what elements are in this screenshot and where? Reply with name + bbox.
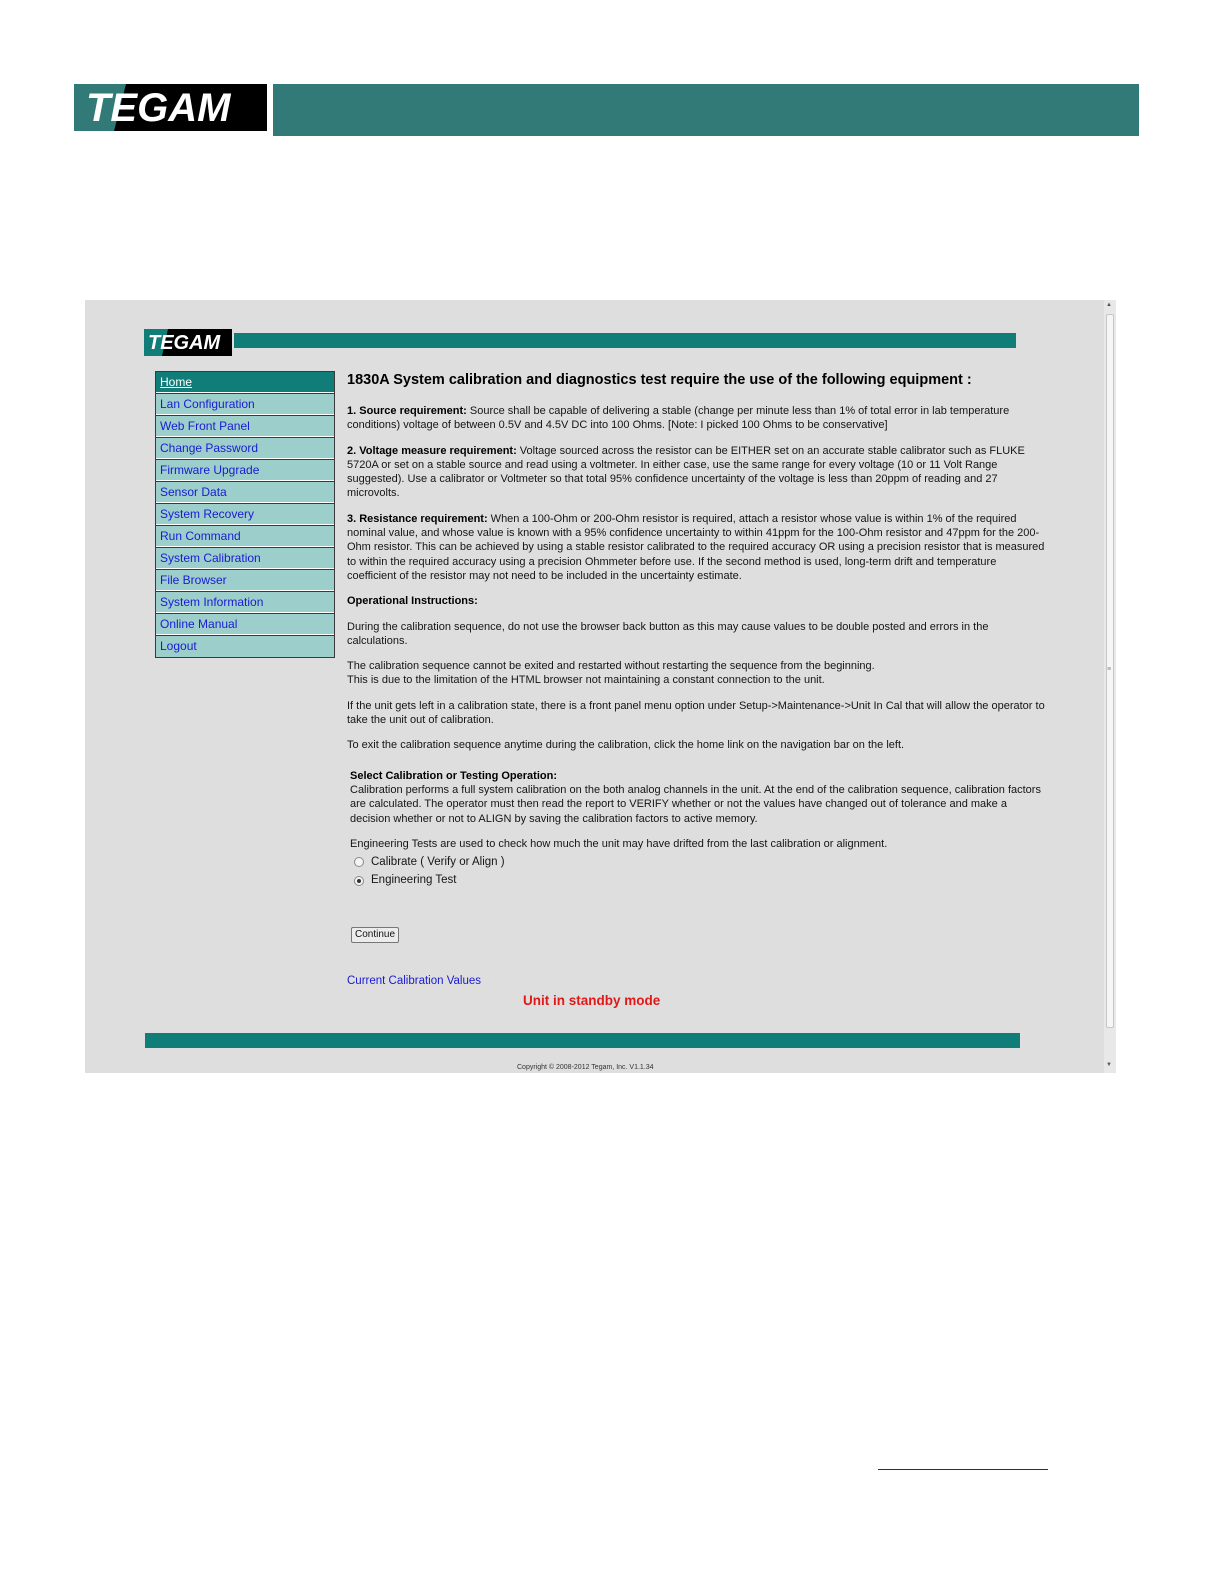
nav-item-home[interactable]: Home <box>156 371 334 393</box>
page-title: 1830A System calibration and diagnostics test require the use of the following equipment : <box>347 372 972 388</box>
sidebar-nav <box>155 371 335 658</box>
app-logo-graphic <box>144 326 232 356</box>
svg-text:TEGAM: TEGAM <box>86 86 231 130</box>
radio-engineering-test[interactable] <box>354 876 364 886</box>
resistance-requirement-text: When a 100-Ohm or 200-Ohm resistor is required, attach a resistor whose value is within 1% of the required nominal value, and whose value is known with a 95% confidence uncertainty to within 41ppm for the 100-Ohm resistor and 47ppm for the 200-Ohm resistor. This can be achieved by using a stable resistor calibrated to the required accuracy OR using a precision resistor that is measured to within the required accuracy using a precision Ohmmeter before use. If the second method is used, long-term drift and temperature coefficient of the resistor may not need to be included in the uncertainty estimate. <box>347 512 1045 582</box>
vertical-scrollbar[interactable] <box>1104 300 1116 1073</box>
instruction-unit-in-cal: If the unit gets left in a calibration state, there is a front panel menu option under Setup->Maintenance->Unit In Cal that will allow the operator to take the unit out of calibration. <box>347 699 1045 727</box>
continue-button[interactable]: Continue <box>351 927 399 943</box>
instruction-restart <box>347 659 1047 688</box>
status-message: Unit in standby mode <box>523 993 661 1008</box>
nav-item-system-calibration[interactable]: System Calibration <box>156 547 334 569</box>
app-logo <box>144 326 232 356</box>
svg-text:TEGAM: TEGAM <box>148 332 221 354</box>
copyright-text: Copyright © 2008-2012 Tegam, Inc. V1.1.34 <box>517 1064 654 1071</box>
app-header-bar <box>234 333 1016 348</box>
radio-calibrate[interactable] <box>354 857 364 867</box>
instruction-back-button: During the calibration sequence, do not use the browser back button as this may cause values to be double posted and errors in the calculations. <box>347 620 989 647</box>
nav-item-lan-configuration[interactable]: Lan Configuration <box>156 393 334 415</box>
main-content <box>347 372 1047 892</box>
app-footer-bar <box>145 1033 1020 1048</box>
instruction-exit: To exit the calibration sequence anytime during the calibration, click the home link on the navigation bar on the left. <box>347 739 905 752</box>
current-calibration-values-link[interactable]: Current Calibration Values <box>347 975 482 987</box>
nav-item-sensor-data[interactable]: Sensor Data <box>156 481 334 503</box>
nav-item-file-browser[interactable]: File Browser <box>156 569 334 591</box>
radio-engineering-row[interactable] <box>354 873 1047 887</box>
nav-item-web-front-panel[interactable]: Web Front Panel <box>156 415 334 437</box>
source-requirement-text: Source shall be capable of delivering a stable (change per minute less than 1% of total error in lab temperature conditions) voltage of between 0.5V and 4.5V DC into 100 Ohms. [Note: I picked 100 Ohms to be conservative] <box>347 405 1010 432</box>
engineering-description: Engineering Tests are used to check how much the unit may have drifted from the last calibration or alignment. <box>350 837 888 850</box>
calibration-description: Calibration performs a full system calibration on the both analog channels in the unit. At the end of the calibration sequence, calibration factors are calculated. The operator must then read the report to VERIFY whether or not the values have changed out of tolerance and make a decision whether or not to ALIGN by saving the calibration factors to active memory. <box>350 783 1041 825</box>
nav-item-logout[interactable]: Logout <box>156 635 334 657</box>
tegam-logo <box>74 77 267 137</box>
resistance-requirement <box>347 512 1047 583</box>
tegam-logo-graphic <box>74 77 267 137</box>
operational-instructions-title: Operational Instructions: <box>347 595 478 608</box>
scroll-down-icon[interactable]: ▼ <box>1106 1062 1112 1068</box>
instruction-restart-line2: This is due to the limitation of the HTML browser not maintaining a constant connection to the unit. <box>347 674 825 687</box>
radio-engineering-label[interactable]: Engineering Test <box>371 874 457 887</box>
select-operation-title: Select Calibration or Testing Operation: <box>350 769 557 782</box>
nav-item-firmware-upgrade[interactable]: Firmware Upgrade <box>156 459 334 481</box>
source-requirement-label: 1. Source requirement: <box>347 405 467 417</box>
nav-item-system-recovery[interactable]: System Recovery <box>156 503 334 525</box>
nav-item-change-password[interactable]: Change Password <box>156 437 334 459</box>
browser-screenshot <box>85 300 1116 1073</box>
nav-item-run-command[interactable]: Run Command <box>156 525 334 547</box>
radio-calibrate-label[interactable]: Calibrate ( Verify or Align ) <box>371 856 505 869</box>
voltage-requirement-text: Voltage sourced across the resistor can be EITHER set on an accurate stable calibrator such as FLUKE 5720A or set on a stable source and read using a voltmeter. In either case, use the same range for every voltage (10 or 11 Volt Range suggested). Use a calibrator or Voltmeter so that total 95% confidence uncertainty of the voltage is less than 20ppm of reading and 27 microvolts. <box>347 444 1025 500</box>
voltage-requirement <box>347 444 1047 501</box>
scroll-up-icon[interactable]: ▲ <box>1106 302 1112 308</box>
resistance-requirement-label: 3. Resistance requirement: <box>347 512 488 525</box>
page-link-underline[interactable] <box>878 1469 1048 1470</box>
source-requirement <box>347 404 1047 433</box>
nav-item-system-information[interactable]: System Information <box>156 591 334 613</box>
nav-item-online-manual[interactable]: Online Manual <box>156 613 334 635</box>
scroll-grip-icon: ≡ <box>1107 666 1112 673</box>
document-header-bar <box>273 84 1139 136</box>
voltage-requirement-label: 2. Voltage measure requirement: <box>347 444 517 457</box>
instruction-restart-line1: The calibration sequence cannot be exited and restarted without restarting the sequence from the beginning. <box>347 660 875 673</box>
operation-select-section <box>350 769 1047 888</box>
radio-calibrate-row[interactable] <box>354 855 1047 869</box>
